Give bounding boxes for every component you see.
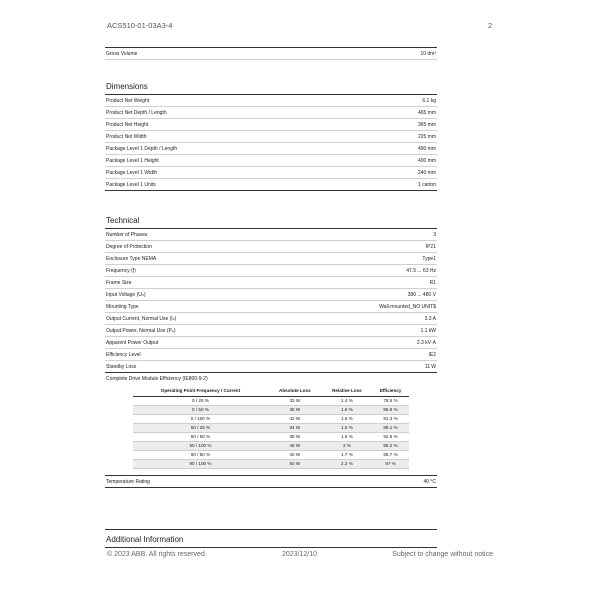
- table-cell: 1.4 %: [322, 396, 372, 405]
- drive-module-row: [105, 373, 437, 384]
- table-row: [133, 441, 409, 450]
- table-cell: 50 / 100 %: [133, 441, 268, 450]
- row-value: 6.1 kg: [422, 98, 436, 104]
- gross-volume-row: [105, 47, 437, 60]
- table-cell: 36 W: [268, 405, 322, 414]
- row-label: Complete Drive Module Efficiency (IE800-9-2): [106, 376, 208, 382]
- row-label: Package Level 1 Units: [106, 182, 156, 188]
- temperature-row: [105, 475, 437, 488]
- row-value: 465 mm: [417, 110, 436, 116]
- table-cell: 95.2 %: [372, 441, 409, 450]
- efficiency-table-header-cell: Absolute Loss: [268, 386, 322, 396]
- efficiency-table-header-cell: Operating Point Frequency / Current: [133, 386, 268, 396]
- spec-row: [105, 95, 437, 107]
- spec-row: [105, 313, 437, 325]
- table-cell: 91.3 %: [372, 414, 409, 423]
- row-label: Enclosure Type NEMA: [106, 256, 157, 262]
- spec-row: [105, 277, 437, 289]
- spec-row: [105, 241, 437, 253]
- row-value: Wall-mounted_NO UNIT$: [379, 304, 436, 310]
- row-label: Product Net Height: [106, 122, 149, 128]
- table-row: [133, 405, 409, 414]
- row-label: Mounting Type: [106, 304, 139, 310]
- efficiency-table-header-cell: Relative Loss: [322, 386, 372, 396]
- table-cell: 1.7 %: [322, 450, 372, 459]
- table-cell: 1.6 %: [322, 432, 372, 441]
- table-cell: 1.5 %: [322, 423, 372, 432]
- table-cell: 34 W: [268, 423, 322, 432]
- spec-row: [105, 119, 437, 131]
- row-value: IP21: [425, 244, 436, 250]
- efficiency-table: [133, 386, 409, 469]
- row-label: Frame Size: [106, 280, 132, 286]
- spec-row: [105, 179, 437, 191]
- spec-row: [105, 349, 437, 361]
- table-cell: 90 / 50 %: [133, 450, 268, 459]
- table-cell: 0 / 25 %: [133, 396, 268, 405]
- row-value: 40 °C: [423, 478, 436, 485]
- row-value: 11 W: [424, 364, 436, 370]
- table-cell: 0 / 50 %: [133, 405, 268, 414]
- row-value: 240 mm: [417, 170, 436, 176]
- spec-row: [105, 229, 437, 241]
- row-value: 3: [433, 232, 436, 238]
- table-cell: 40 W: [268, 450, 322, 459]
- spec-row: [105, 143, 437, 155]
- row-label: Output Current, Normal Use (Iₙ): [106, 316, 177, 322]
- row-value: 490 mm: [417, 146, 436, 152]
- row-value: 10 dm³: [420, 51, 436, 57]
- table-cell: 50 / 25 %: [133, 423, 268, 432]
- row-value: 225 mm: [417, 134, 436, 140]
- spec-row: [105, 325, 437, 337]
- table-cell: 92.8 %: [372, 432, 409, 441]
- table-cell: 1.6 %: [322, 405, 372, 414]
- spec-row: [105, 301, 437, 313]
- table-cell: 86.8 %: [372, 405, 409, 414]
- table-cell: 50 W: [268, 459, 322, 468]
- spec-row: [105, 131, 437, 143]
- row-value: 365 mm: [417, 122, 436, 128]
- row-label: Standby Loss: [106, 364, 137, 370]
- row-value: 1 carton: [417, 182, 436, 188]
- spec-row: [105, 107, 437, 119]
- row-label: Gross Volume: [106, 51, 138, 57]
- table-cell: 97 %: [372, 459, 409, 468]
- row-value: Type1: [422, 256, 436, 262]
- table-row: [133, 459, 409, 468]
- spec-row: [105, 361, 437, 373]
- table-cell: 78.5 %: [372, 396, 409, 405]
- document-code: ACS510-01-03A3-4: [107, 21, 173, 30]
- table-row: [133, 414, 409, 423]
- row-value: 380 ... 480 V: [407, 292, 436, 298]
- footer-notice: Subject to change without notice: [392, 551, 493, 558]
- row-label: Package Level 1 Height: [106, 158, 159, 164]
- row-value: R1: [429, 280, 436, 286]
- table-cell: 42 W: [268, 414, 322, 423]
- table-cell: 50 / 50 %: [133, 432, 268, 441]
- table-cell: 95.7 %: [372, 450, 409, 459]
- spec-row: [105, 167, 437, 179]
- page-number: 2: [488, 21, 493, 30]
- row-value: 400 mm: [417, 158, 436, 164]
- technical-rows: [105, 229, 437, 373]
- row-label: Product Net Width: [106, 134, 147, 140]
- table-cell: 38 W: [268, 432, 322, 441]
- page-footer: [107, 551, 493, 558]
- row-value: 3.3 A: [424, 316, 436, 322]
- spec-row: [105, 289, 437, 301]
- row-label: Temperature Rating: [106, 478, 150, 485]
- table-row: [133, 432, 409, 441]
- row-label: Product Net Depth / Length: [106, 110, 167, 116]
- copyright: © 2023 ABB. All rights reserved.: [107, 551, 207, 558]
- table-cell: 2 %: [322, 441, 372, 450]
- additional-section: [105, 529, 437, 548]
- technical-section: [105, 214, 437, 488]
- section-title-dimensions: Dimensions: [105, 80, 437, 95]
- table-row: [133, 450, 409, 459]
- table-row: [133, 396, 409, 405]
- spec-row: [105, 265, 437, 277]
- row-label: Input Voltage (Uₙ): [106, 292, 146, 298]
- spec-row: [105, 155, 437, 167]
- row-label: Package Level 1 Width: [106, 170, 158, 176]
- spec-row: [105, 253, 437, 265]
- section-title-additional: Additional Information: [105, 529, 437, 548]
- table-cell: 88.1 %: [372, 423, 409, 432]
- table-cell: 33 W: [268, 396, 322, 405]
- row-label: Product Net Weight: [106, 98, 150, 104]
- row-value: 47.5 ... 63 Hz: [406, 268, 436, 274]
- row-label: Efficiency Level: [106, 352, 141, 358]
- table-cell: 2.2 %: [322, 459, 372, 468]
- spec-row: [105, 337, 437, 349]
- table-cell: 90 / 100 %: [133, 459, 268, 468]
- efficiency-table-header: [133, 386, 409, 396]
- dimensions-rows: [105, 95, 437, 191]
- gross-volume-block: [105, 47, 437, 60]
- table-cell: 1.8 %: [322, 414, 372, 423]
- row-value: IE2: [428, 352, 436, 358]
- row-value: 1.1 kW: [420, 328, 436, 334]
- table-cell: 0 / 100 %: [133, 414, 268, 423]
- efficiency-table-header-cell: Efficiency: [372, 386, 409, 396]
- row-label: Frequency (f): [106, 268, 136, 274]
- row-value: 2.3 kV·A: [416, 340, 436, 346]
- section-title-technical: Technical: [105, 214, 437, 229]
- row-label: Output Power, Normal Use (Pₙ): [106, 328, 176, 334]
- dimensions-section: [105, 80, 437, 191]
- row-label: Apparent Power Output: [106, 340, 159, 346]
- table-row: [133, 423, 409, 432]
- row-label: Degree of Protection: [106, 244, 152, 250]
- table-cell: 45 W: [268, 441, 322, 450]
- row-label: Package Level 1 Depth / Length: [106, 146, 178, 152]
- footer-date: 2023/12/10: [282, 551, 318, 558]
- row-label: Number of Phases: [106, 232, 148, 238]
